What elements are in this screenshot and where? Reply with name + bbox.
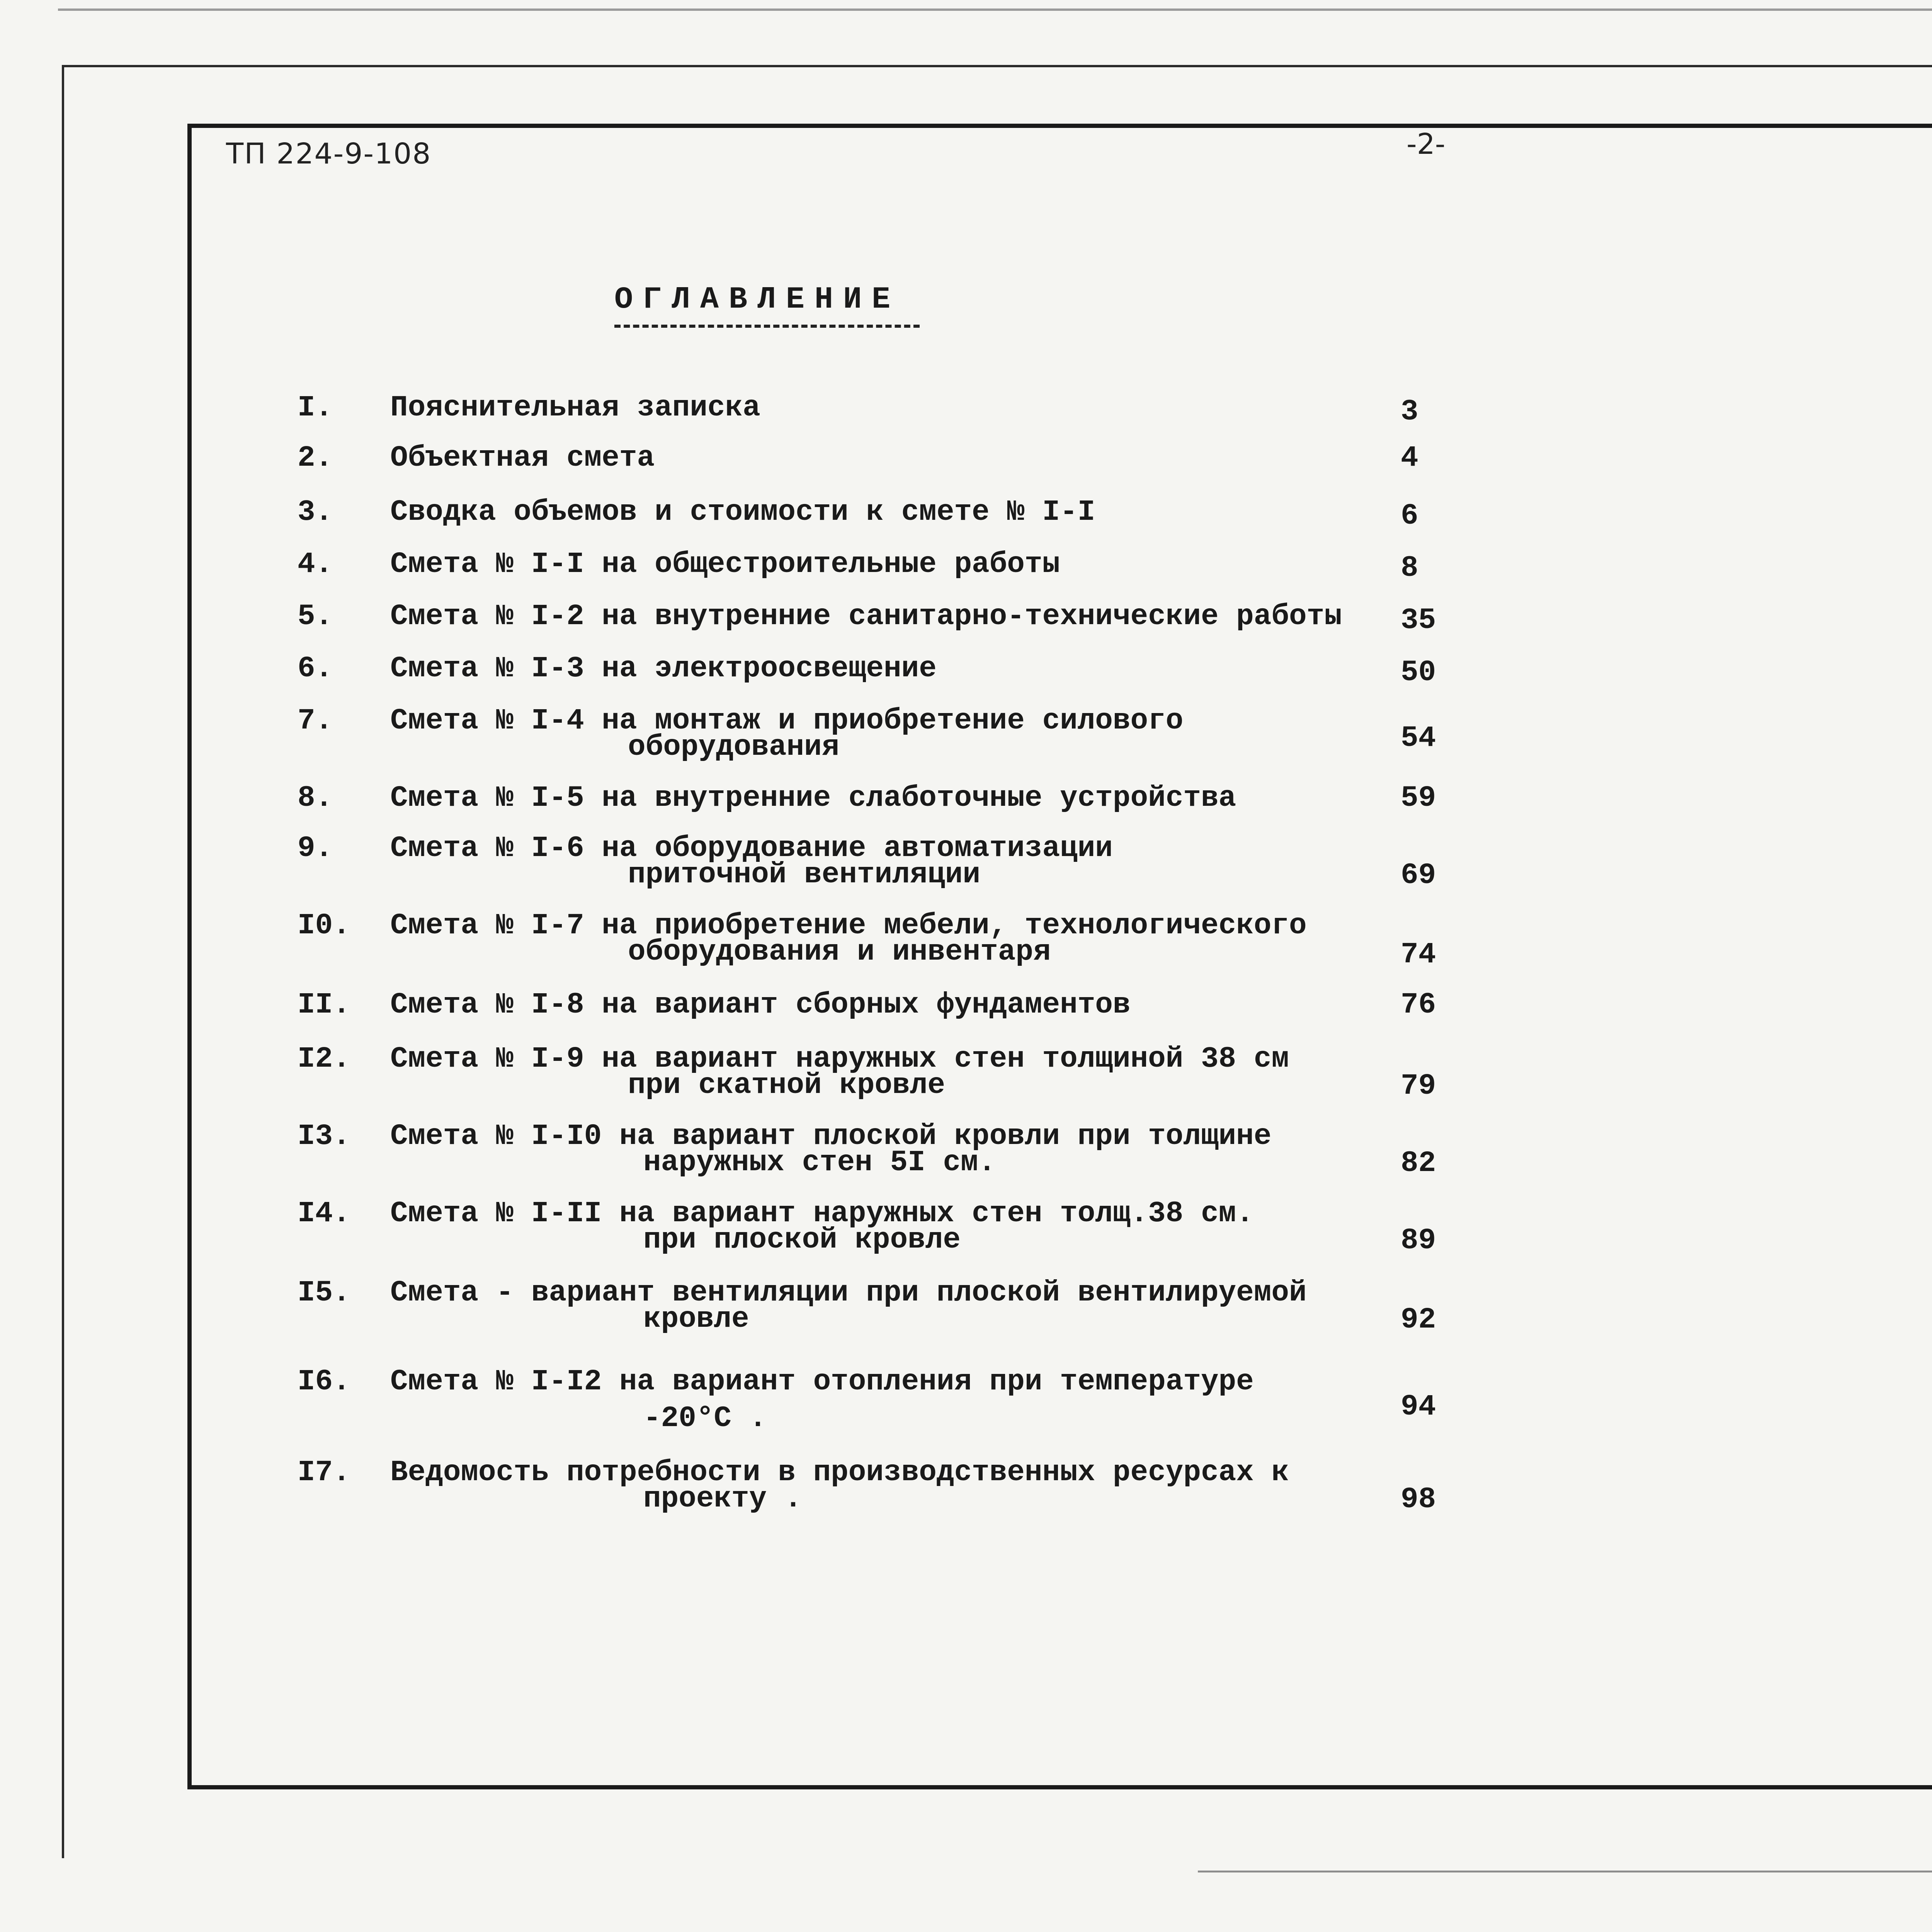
toc-entry-number: I6. [298, 1365, 350, 1398]
toc-entry-number: 7. [298, 704, 333, 737]
toc-entry-page: 69 [1401, 859, 1436, 892]
toc-entry-title-continued: проекту . [643, 1482, 802, 1515]
toc-entry-number: I4. [298, 1197, 350, 1230]
toc-entry-title: Сводка объемов и стоимости к смете № I-I [390, 495, 1095, 529]
toc-entry-page: 92 [1401, 1303, 1436, 1336]
toc-entry-number: I7. [298, 1456, 350, 1489]
toc-entry-page: 50 [1401, 656, 1436, 689]
toc-entry-title-continued: приточной вентиляции [628, 858, 981, 891]
toc-entry-title: Смета № I-II на вариант наружных стен толщ.38 см. [390, 1197, 1254, 1230]
document-code: ТП 224-9-108 [226, 137, 432, 170]
toc-title-underline [614, 325, 920, 328]
toc-entry-page: 6 [1401, 499, 1418, 533]
toc-title: ОГЛАВЛЕНИЕ [614, 282, 901, 317]
toc-entry-number: 8. [298, 781, 333, 815]
toc-entry-page: 82 [1401, 1147, 1436, 1180]
scan-edge-bottom [1198, 1871, 1932, 1872]
drawing-frame [187, 124, 1932, 1789]
toc-entry-number: I. [298, 391, 333, 424]
toc-entry-page: 74 [1401, 938, 1436, 971]
toc-entry-number: I5. [298, 1276, 350, 1309]
toc-entry-page: 3 [1401, 395, 1418, 428]
toc-entry-number: 5. [298, 600, 333, 633]
toc-entry-page: 98 [1401, 1483, 1436, 1516]
toc-entry-number: 3. [298, 495, 333, 529]
toc-entry-title: Смета № I-5 на внутренние слаботочные устройства [390, 781, 1236, 815]
toc-entry-page: 89 [1401, 1224, 1436, 1257]
toc-entry-number: 9. [298, 832, 333, 865]
toc-entry-title: Смета № I-8 на вариант сборных фундаментов [390, 988, 1131, 1021]
toc-entry-title: Смета № I-6 на оборудование автоматизации [390, 832, 1113, 865]
toc-entry-number: I3. [298, 1120, 350, 1153]
toc-entry-title-continued: при скатной кровле [628, 1069, 945, 1102]
toc-entry-title: Ведомость потребности в производственных ресурсах к [390, 1456, 1289, 1489]
toc-entry-number: II. [298, 988, 350, 1021]
toc-entry-title-continued: кровле [643, 1302, 749, 1336]
toc-entry-title: Смета № I-4 на монтаж и приобретение силового [390, 704, 1184, 737]
toc-entry-title-continued: при плоской кровле [643, 1223, 961, 1256]
toc-entry-number: 2. [298, 441, 333, 475]
toc-entry-title: Смета № I-I2 на вариант отопления при температуре [390, 1365, 1254, 1398]
toc-entry-number: I2. [298, 1042, 350, 1076]
toc-entry-page: 59 [1401, 781, 1436, 815]
toc-entry-title: Пояснительная записка [390, 391, 760, 424]
toc-entry-page: 54 [1401, 722, 1436, 755]
toc-entry-title: Смета № I-9 на вариант наружных стен толщиной 38 см [390, 1042, 1289, 1076]
toc-entry-title: Смета - вариант вентиляции при плоской вентилируемой [390, 1276, 1307, 1309]
toc-entry-title: Объектная смета [390, 441, 655, 475]
scan-edge-top [58, 9, 1932, 11]
toc-entry-number: I0. [298, 909, 350, 942]
toc-entry-number: 6. [298, 652, 333, 685]
toc-entry-title: Смета № I-I на общестроительные работы [390, 548, 1060, 581]
toc-entry-title-continued: оборудования и инвентаря [628, 935, 1051, 969]
toc-entry-page: 35 [1401, 604, 1436, 637]
toc-entry-title-continued: оборудования [628, 730, 840, 764]
toc-entry-title: Смета № I-3 на электроосвещение [390, 652, 937, 685]
toc-entry-title-continued: наружных стен 5I см. [643, 1146, 996, 1179]
toc-entry-number: 4. [298, 548, 333, 581]
page-number: -2- [1406, 128, 1446, 161]
toc-entry-page: 8 [1401, 552, 1418, 585]
toc-entry-page: 76 [1401, 988, 1436, 1021]
toc-entry-page: 94 [1401, 1390, 1436, 1423]
toc-entry-page: 4 [1401, 441, 1418, 475]
toc-entry-title: Смета № I-7 на приобретение мебели, технологического [390, 909, 1307, 942]
toc-entry-title-continued: -20°С . [643, 1402, 767, 1435]
toc-entry-title: Смета № I-I0 на вариант плоской кровли при толщине [390, 1120, 1272, 1153]
toc-entry-page: 79 [1401, 1069, 1436, 1103]
toc-entry-title: Смета № I-2 на внутренние санитарно-технические работы [390, 600, 1342, 633]
